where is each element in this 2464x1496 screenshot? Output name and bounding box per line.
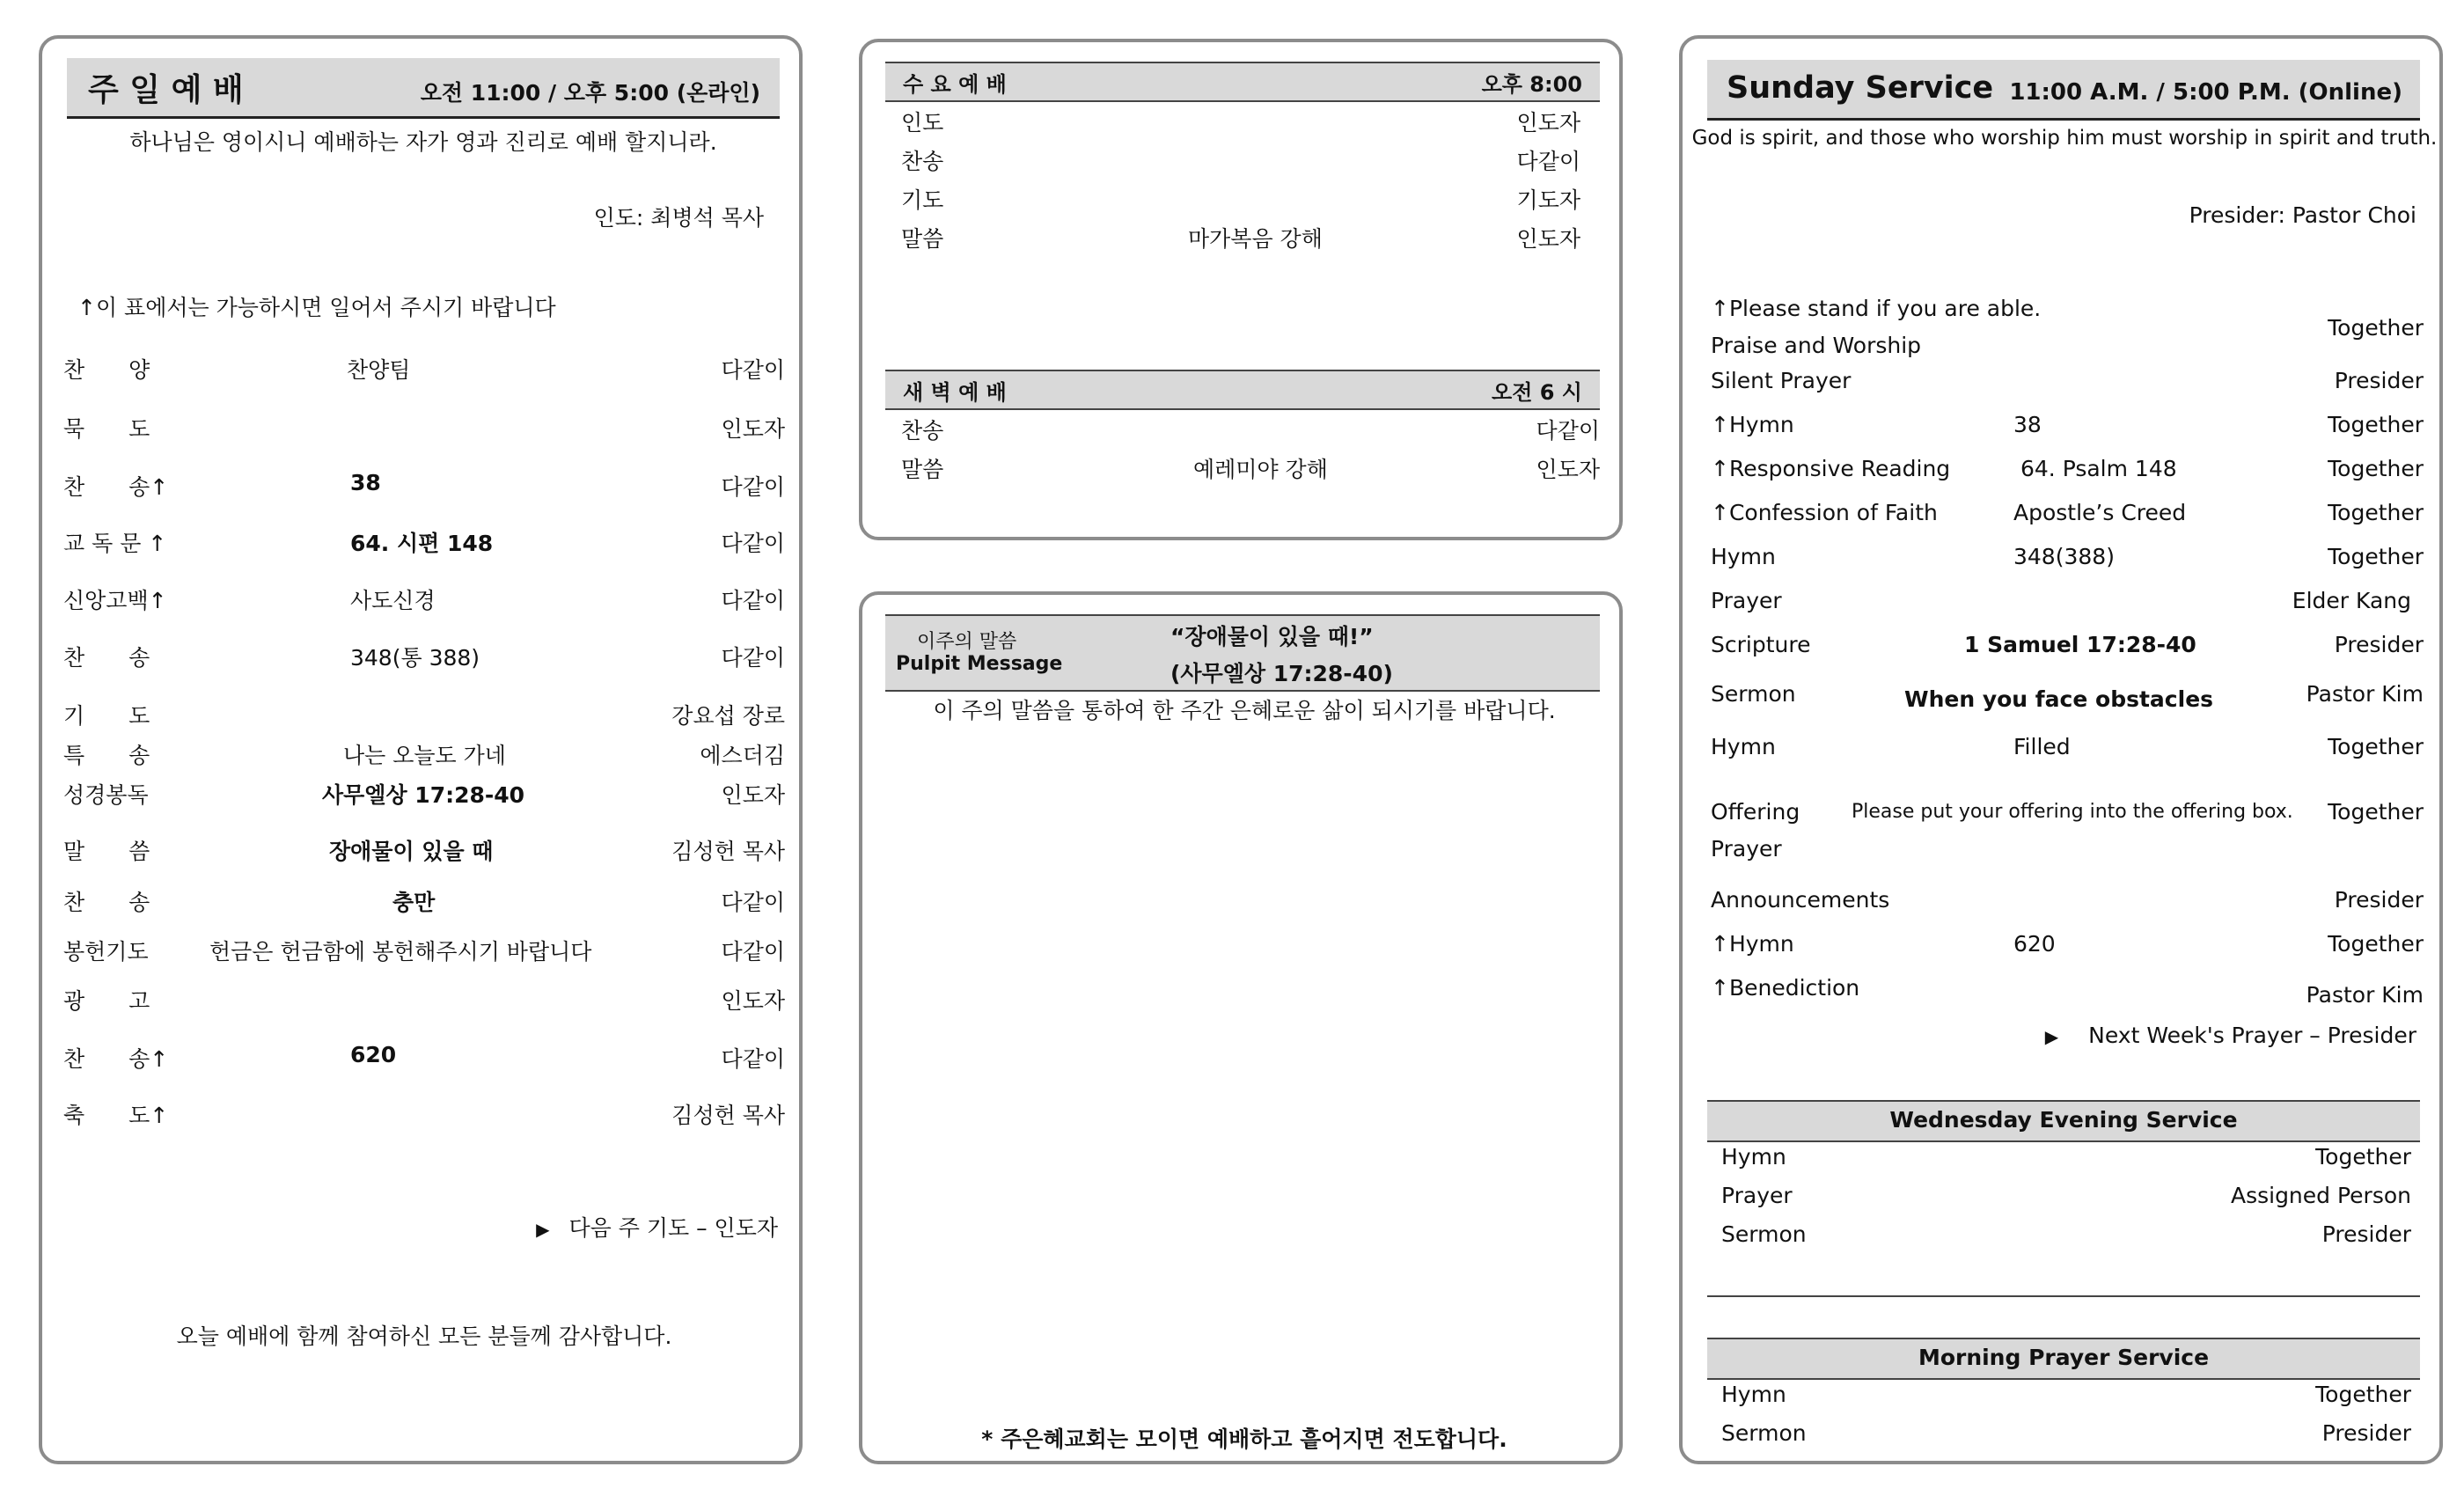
list-item: Offering Please put your offering into the offering box. Together — [1711, 799, 2424, 825]
pulpit-ref: (사무엘상 17:28-40) — [1170, 661, 1393, 686]
korean-dawn-title: 새 벽 예 배 — [903, 380, 1007, 405]
pulpit-message-panel — [859, 591, 1623, 1464]
list-item: 봉헌기도 헌금은 헌금함에 봉헌해주시기 바랍니다 다같이 — [63, 939, 785, 964]
korean-next-prayer: ▶ 다음 주 기도 – 인도자 — [536, 1215, 778, 1241]
list-item: Sermon When you face obstacles Pastor Kim — [1711, 681, 2424, 712]
korean-sunday-verse: 하나님은 영이시니 예배하는 자가 영과 진리로 예배 할지니라. — [129, 129, 717, 155]
korean-sunday-panel — [39, 35, 803, 1464]
list-item: Sermon Presider — [1721, 1221, 2411, 1247]
list-item: 기 도 강요섭 장로 — [63, 703, 785, 729]
list-item: ↑Benediction Pastor Kim — [1711, 975, 2424, 1008]
divider — [1707, 1295, 2420, 1297]
list-item: 찬 양 찬양팀 다같이 — [63, 357, 785, 383]
list-item: 기도 기도자 — [901, 187, 1580, 213]
list-item: 인도 인도자 — [901, 110, 1580, 136]
list-item: 특 송 나는 오늘도 가네 에스더김 — [63, 743, 785, 768]
divider — [1707, 1378, 2420, 1380]
korean-sunday-title: 주 일 예 배 — [88, 72, 244, 108]
list-item: Hymn Together — [1721, 1382, 2411, 1407]
list-item: 말씀 예레미야 강해 인도자 — [901, 457, 1600, 482]
divider — [885, 62, 1600, 63]
list-item: Hymn 348(388) Together — [1711, 544, 2424, 569]
list-item: 찬 송↑ 38 다같이 — [63, 470, 785, 500]
korean-sunday-time: 오전 11:00 / 오후 5:00 (온라인) — [420, 80, 760, 106]
play-triangle-icon: ▶ — [536, 1219, 550, 1240]
list-item: ↑Hymn 38 Together — [1711, 412, 2424, 437]
pulpit-blessing: 이 주의 말씀을 통하여 한 주간 은혜로운 삶이 되시기를 바랍니다. — [933, 698, 1556, 723]
list-item: ↑Hymn 620 Together — [1711, 931, 2424, 957]
english-next-prayer: ▶ Next Week's Prayer – Presider — [2044, 1023, 2416, 1048]
list-item: Sermon Presider — [1721, 1420, 2411, 1446]
list-item: 찬 송 348(통 388) 다같이 — [63, 645, 785, 671]
list-item: Praise and Worship Together — [1711, 315, 2424, 358]
english-sunday-time: 11:00 A.M. / 5:00 P.M. (Online) — [2009, 79, 2402, 106]
divider — [67, 116, 780, 119]
pulpit-label-en: Pulpit Message — [896, 653, 1063, 675]
list-item: Silent Prayer Presider — [1711, 368, 2424, 393]
divider — [885, 408, 1600, 410]
divider — [1707, 1140, 2420, 1142]
list-item: Prayer Assigned Person — [1721, 1183, 2411, 1208]
english-sunday-stand-note: ↑Please stand if you are able. — [1711, 296, 2042, 321]
pulpit-title: “장애물이 있을 때!” — [1170, 624, 1374, 649]
list-item: 교 독 문 ↑ 64. 시편 148 다같이 — [63, 531, 785, 556]
divider — [885, 370, 1600, 371]
list-item: Hymn Filled Together — [1711, 734, 2424, 759]
korean-sunday-presider: 인도: 최병석 목사 — [593, 205, 764, 231]
english-wednesday-title: Wednesday Evening Service — [1889, 1107, 2238, 1133]
english-sunday-presider: Presider: Pastor Choi — [2189, 202, 2416, 228]
list-item: ↑Confession of Faith Apostle’s Creed Together — [1711, 500, 2424, 525]
list-item: 축 도↑ 김성헌 목사 — [63, 1103, 785, 1128]
list-item: 찬송 다같이 — [901, 418, 1600, 444]
list-item: 말 씀 장애물이 있을 때 김성헌 목사 — [63, 839, 785, 864]
korean-sunday-thanks: 오늘 예배에 함께 참여하신 모든 분들께 감사합니다. — [176, 1324, 672, 1349]
divider — [885, 690, 1600, 692]
divider — [885, 614, 1600, 616]
list-item: 신앙고백↑ 사도신경 다같이 — [63, 588, 785, 613]
list-item: 광 고 인도자 — [63, 988, 785, 1014]
divider — [1707, 118, 2420, 121]
play-triangle-icon: ▶ — [2044, 1026, 2059, 1047]
list-item: 묵 도 인도자 — [63, 416, 785, 442]
list-item: 성경봉독 사무엘상 17:28-40 인도자 — [63, 782, 785, 808]
english-morning-title: Morning Prayer Service — [1918, 1345, 2210, 1370]
pulpit-label-ko: 이주의 말씀 — [917, 631, 1017, 653]
list-item: Announcements Presider — [1711, 887, 2424, 913]
english-sunday-verse: God is spirit, and those who worship him must worship in spirit and truth. — [1691, 127, 2438, 150]
english-sunday-title: Sunday Service — [1727, 70, 1994, 106]
list-item: Hymn Together — [1721, 1144, 2411, 1170]
list-item: 찬 송 충만 다같이 — [63, 890, 785, 915]
list-item: 찬송 다같이 — [901, 149, 1580, 174]
list-item: Prayer — [1711, 836, 1782, 862]
korean-wednesday-title: 수 요 예 배 — [903, 72, 1007, 97]
korean-weekday-panel — [859, 39, 1623, 540]
list-item: Scripture 1 Samuel 17:28-40 Presider — [1711, 632, 2424, 657]
divider — [885, 100, 1600, 102]
list-item: 말씀 마가복음 강해 인도자 — [901, 226, 1580, 252]
korean-dawn-time: 오전 6 시 — [1492, 380, 1582, 405]
list-item: Prayer Elder Kang — [1711, 588, 2411, 613]
list-item: 찬 송↑ 620 다같이 — [63, 1042, 785, 1072]
list-item: ↑Responsive Reading 64. Psalm 148 Together — [1711, 456, 2424, 481]
korean-sunday-stand-note: ↑이 표에서는 가능하시면 일어서 주시기 바랍니다 — [77, 295, 556, 320]
korean-wednesday-time: 오후 8:00 — [1481, 72, 1582, 97]
church-motto: * 주은혜교회는 모이면 예배하고 흩어지면 전도합니다. — [981, 1426, 1507, 1452]
english-sunday-panel — [1679, 35, 2443, 1464]
